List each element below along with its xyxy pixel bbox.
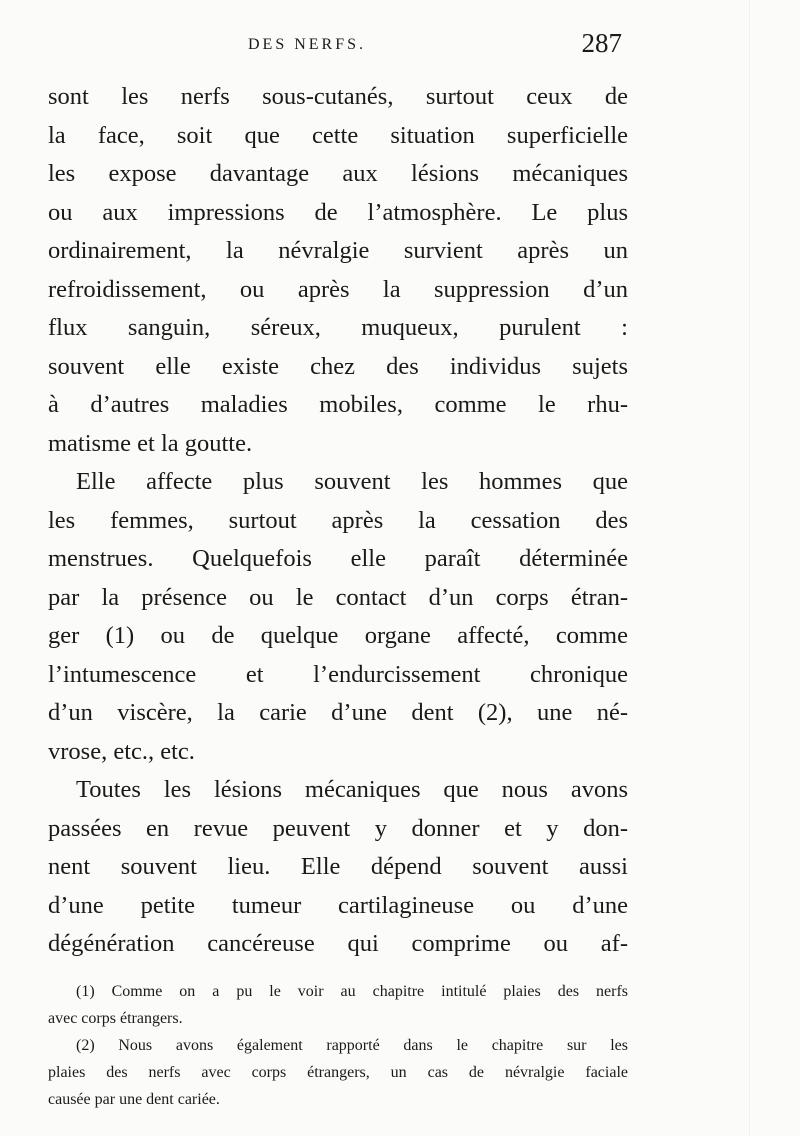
- text-line: Elle affecte plus souvent les hommes que: [76, 468, 628, 495]
- text-line: Toutes les lésions mécaniques que nous avons: [76, 776, 628, 803]
- text-line: nent souvent lieu. Elle dépend souvent aussi: [48, 853, 628, 880]
- footnote-line: avec corps étrangers.: [48, 1010, 183, 1027]
- text-line: ordinairement, la névralgie survient après un: [48, 237, 628, 264]
- text-line: dégénération cancéreuse qui comprime ou af-: [48, 930, 628, 957]
- text-line: les expose davantage aux lésions mécaniques: [48, 160, 628, 187]
- running-title: DES NERFS.: [248, 36, 367, 53]
- footnote-line: plaies des nerfs avec corps étrangers, un cas de névralgie faciale: [48, 1064, 628, 1081]
- text-line: matisme et la goutte.: [48, 429, 253, 457]
- text-line: passées en revue peuvent y donner et y don-: [48, 814, 628, 842]
- text-line: sont les nerfs sous-cutanés, surtout ceux de: [48, 83, 628, 110]
- text-line: les femmes, surtout après la cessation des: [48, 506, 628, 534]
- footnote-line: causée par une dent cariée.: [48, 1091, 220, 1108]
- page-number: 287: [581, 28, 622, 58]
- text-line: flux sanguin, séreux, muqueux, purulent :: [48, 314, 628, 341]
- text-line: la face, soit que cette situation superficielle: [48, 121, 628, 149]
- page-edge-shadow: [749, 0, 750, 1136]
- text-line: l’intumescence et l’endurcissement chronique: [48, 660, 628, 688]
- text-line: souvent elle existe chez des individus sujets: [48, 352, 628, 380]
- footnotes: [48, 978, 628, 1113]
- text-line: d’une petite tumeur cartilagineuse ou d’une: [48, 891, 628, 919]
- footnote-line: (1) Comme on a pu le voir au chapitre intitulé plaies des nerfs: [76, 983, 628, 1000]
- text-line: à d’autres maladies mobiles, comme le rhu-: [48, 391, 628, 418]
- body-text: [48, 78, 628, 964]
- text-line: ger (1) ou de quelque organe affecté, comme: [48, 622, 628, 649]
- page-header: [48, 30, 628, 64]
- text-line: vrose, etc., etc.: [48, 737, 195, 765]
- text-line: refroidissement, ou après la suppression d’un: [48, 275, 628, 303]
- footnote-line: (2) Nous avons également rapporté dans le chapitre sur les: [76, 1037, 628, 1054]
- text-line: menstrues. Quelquefois elle paraît déterminée: [48, 545, 628, 572]
- text-line: par la présence ou le contact d’un corps étran-: [48, 583, 628, 611]
- text-line: d’un viscère, la carie d’une dent (2), une né-: [48, 699, 628, 726]
- text-line: ou aux impressions de l’atmosphère. Le plus: [48, 198, 628, 226]
